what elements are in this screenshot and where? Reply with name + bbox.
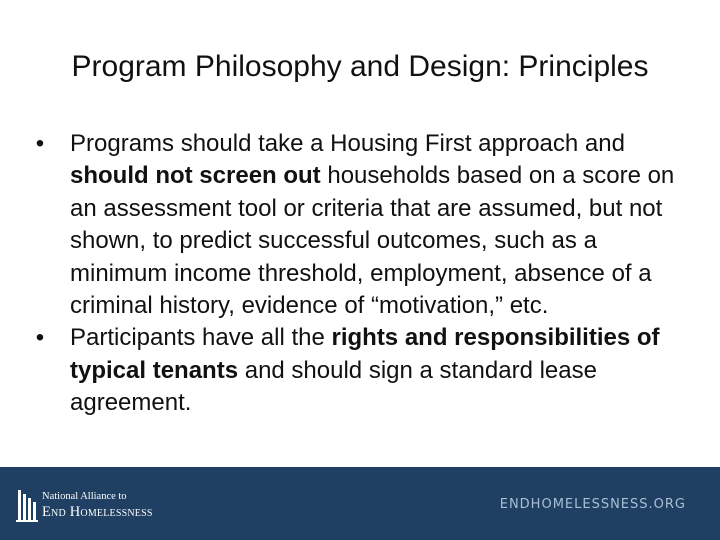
- bullet-list: [28, 128, 693, 420]
- logo-text-line1: National Alliance to: [42, 491, 127, 502]
- building-columns-icon: [16, 486, 38, 524]
- bullet-text: and should sign a standard lease agreement.: [70, 356, 597, 417]
- bullet-text: Programs should take a Housing First approach and: [70, 130, 625, 157]
- bullet-bold-text: should not screen out: [70, 162, 321, 190]
- website-url: ENDHOMELESSNESS.ORG: [499, 497, 686, 512]
- bullet-dot-icon: •: [35, 324, 45, 352]
- bullet-text: households based on a score on an assessment tool or criteria that are assumed, but not shown, to predict successful outcomes, such as a minimum income threshold, employment, absence of a criminal history, evidence of “motivation,” etc.: [70, 162, 675, 320]
- bullet-item: [28, 128, 693, 322]
- slide-title: Program Philosophy and Design: Principles: [71, 50, 649, 83]
- bullet-text: Participants have all the: [70, 324, 332, 352]
- bullet-bold-text: rights and responsibilities of typical tenants: [70, 324, 660, 384]
- organization-logo: [16, 486, 176, 526]
- logo-text-line2: End Homelessness: [42, 504, 153, 520]
- bullet-dot-icon: •: [35, 130, 45, 157]
- footer-bar: [0, 467, 720, 540]
- bullet-item: [28, 322, 693, 419]
